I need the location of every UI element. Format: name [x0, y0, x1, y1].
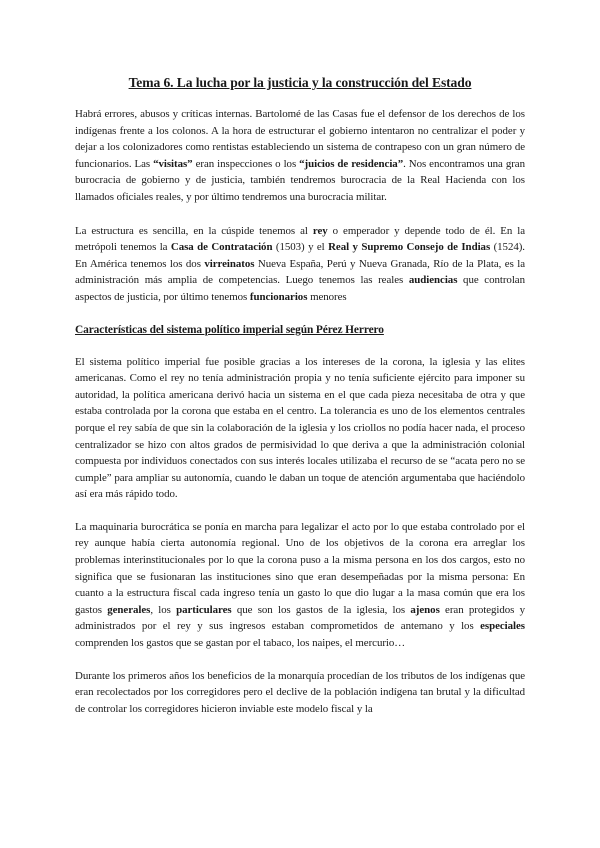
text: que controlan aspectos de justicia, por último tenemos	[75, 274, 525, 303]
text: Habrá errores, abusos y críticas internas. Bartolomé de las Casas fue el defensor de los derechos de los indígenas frente a los colonos. A la hora de estructurar el gobierno intentaron no centralizar el poder y dejar a los colonizadores como rentistas estableciendo un sistema de contrapeso con un gran número de funcionarios. Las	[75, 108, 525, 170]
text: Nueva España, Perú y Nueva Granada, Río de la Plata, es la administración más amplia de competencias. Luego tenemos las reales	[75, 257, 525, 287]
text: eran protegidos y administrados por el rey y sus ingresos estaban comprometidos de antemano y los	[75, 603, 526, 633]
bold-term-visitas: “visitas”	[153, 157, 193, 170]
text: que son los gastos de la iglesia, los	[231, 603, 411, 616]
text: La maquinaria burocrática se ponía en marcha para legalizar el acto por lo que estaba controlado por el rey aunque había cierta autonomía regional. Uno de los objetivos de la corona era arreglar los problemas interinstitucionales por lo que la corona puso a la misma persona en los dos cargos, esto no significa que se fusionaran las instituciones sino que eran desempeñadas por la misma persona: En cuanto a la estructura fiscal cada ingreso tenía un gasto lo que dio lugar a la masa común que era los gastos	[75, 520, 525, 616]
bold-term-virreinatos: virreinatos	[204, 257, 255, 270]
text: o emperador y depende todo de él. En la metrópoli tenemos la	[75, 224, 525, 254]
paragraph-maquinaria	[75, 519, 525, 652]
page-title: Tema 6. La lucha por la justicia y la construcción del Estado	[128, 75, 472, 90]
text: , los	[150, 603, 177, 616]
text: eran inspecciones o los	[192, 157, 300, 170]
document-body	[75, 74, 525, 717]
text: (1524). En América tenemos los dos	[75, 241, 525, 270]
bold-term-especiales: especiales	[480, 620, 525, 633]
bold-term-particulares: particulares	[176, 603, 232, 616]
text: . Nos encontramos una gran burocracia de gobierno y de justicia, también tendremos burocracia de la Real Hacienda con los llamados oficiales reales, y por último tendremos una burocracia militar.	[75, 157, 525, 203]
paragraph-primeros-anos: Durante los primeros años los beneficios de la monarquía procedían de los tributos de los indígenas que eran recolectados por los corregidores pero el declive de la población indígena tan brutal y la dificultad de controlar los corregidores hicieron inviable este modelo fiscal y la	[75, 669, 525, 715]
bold-term-rey: rey	[312, 224, 328, 237]
bold-term-casa-contratacion: Casa de Contratación	[170, 241, 273, 254]
bold-term-consejo-indias: Real y Supremo Consejo de Indias	[328, 241, 491, 254]
text: comprenden los gastos que se gastan por el tabaco, los naipes, el mercurio…	[75, 637, 406, 650]
paragraph-burocracia	[75, 106, 525, 206]
text: La estructura es sencilla, en la cúspide tenemos al	[75, 224, 313, 237]
paragraph-estructura	[75, 223, 525, 306]
bold-term-funcionarios: funcionarios	[249, 290, 308, 303]
bold-term-ajenos: ajenos	[410, 603, 440, 616]
bold-term-juicios: “juicios de residencia”	[299, 157, 404, 170]
paragraph-sistema-politico: El sistema político imperial fue posible gracias a los intereses de la corona, la iglesia y las elites americanas. Como el rey no tenía administración propia y no tenía suficiente ejército para imponer su autoridad, la política americana derivó hacia un sistema en el que cada pieza necesitaba de otra y que estaba controlada por la corona que estaba en el centro. La tolerancia es uno de los elementos centrales porque el rey sabía de que sin la colaboración de la iglesia y los criollos no podía hacer nada, el proceso centralizador se hizo con altos grados de permisividad lo que deriva a que la administración colonial compuesta por individuos conectados con sus interés locales utilizaba el recurso de se “acata pero no se cumple” para ampliar su autonomía, cuando le daban un toque de atención argumentaba que haciéndolo así era más rápido todo.	[75, 355, 525, 501]
text: menores	[307, 290, 347, 303]
bold-term-generales: generales	[107, 603, 151, 616]
bold-term-audiencias: audiencias	[408, 274, 458, 287]
text: (1503) y el	[272, 241, 329, 254]
section-heading: Características del sistema político imperial según Pérez Herrero	[75, 323, 384, 336]
